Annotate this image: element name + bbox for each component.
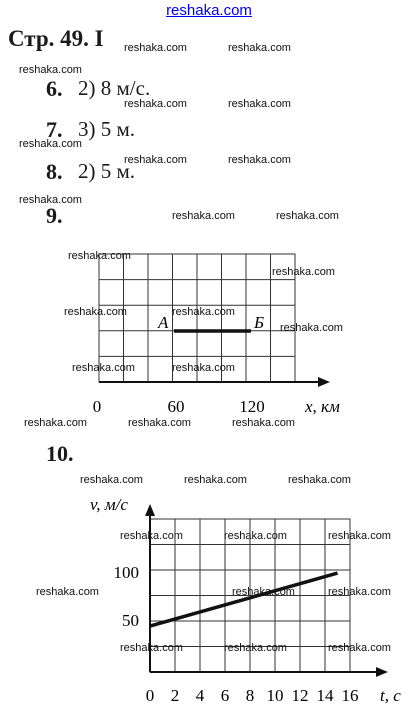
watermark-text: reshaka.com	[328, 586, 391, 598]
task10-x-tick-label: 0	[145, 686, 155, 705]
page-title: Стр. 49. I	[8, 26, 104, 51]
task9-x-tick-label: 120	[239, 397, 265, 416]
watermark-text: reshaka.com	[68, 250, 131, 262]
task10-x-tick-labels	[146, 686, 359, 705]
watermark-text: reshaka.com	[184, 474, 247, 486]
task10-y-axis-label: v, м/с	[90, 495, 128, 514]
task10-series-line	[150, 573, 338, 626]
watermark-text: reshaka.com	[288, 474, 351, 486]
watermark-text: reshaka.com	[172, 362, 235, 374]
answer-6-number: 6.	[46, 76, 63, 101]
watermark-text: reshaka.com	[124, 42, 187, 54]
task10-x-tick-label: 4	[195, 686, 205, 705]
watermark-text: reshaka.com	[228, 154, 291, 166]
task10-x-tick-label: 12	[291, 686, 309, 705]
task10-x-tick-label: 2	[170, 686, 180, 705]
watermark-text: reshaka.com	[328, 642, 391, 654]
watermark-text: reshaka.com	[228, 42, 291, 54]
task10-number: 10.	[46, 441, 74, 466]
task9-chart	[0, 240, 418, 416]
watermark-text: reshaka.com	[124, 98, 187, 110]
task9-point-a-label: А	[158, 313, 169, 332]
task9-x-arrow-icon	[318, 377, 330, 387]
watermark-text: reshaka.com	[224, 530, 287, 542]
task9-x-tick-label: 60	[167, 397, 185, 416]
watermark-text: reshaka.com	[80, 474, 143, 486]
task10-x-tick-label: 16	[341, 686, 359, 705]
task10-y-tick-label: 100	[113, 563, 139, 582]
watermark-text: reshaka.com	[280, 322, 343, 334]
task9-point-b-label: Б	[254, 313, 265, 332]
task10-x-tick-label: 14	[316, 686, 334, 705]
watermark-text: reshaka.com	[328, 530, 391, 542]
task10-x-axis-label: t, с	[380, 686, 401, 705]
watermark-text: reshaka.com	[24, 417, 87, 429]
task10-y-arrow-icon	[145, 504, 155, 516]
answer-7-text: 3) 5 м.	[78, 117, 136, 141]
task10-x-tick-label: 6	[220, 686, 230, 705]
task10-x-tick-label: 8	[245, 686, 255, 705]
watermark-text: reshaka.com	[232, 417, 295, 429]
task9-number: 9.	[46, 203, 63, 228]
watermark-text: reshaka.com	[276, 210, 339, 222]
watermark-text: reshaka.com	[120, 642, 183, 654]
site-link[interactable]: reshaka.com	[166, 2, 252, 19]
answer-6-text: 2) 8 м/с.	[78, 76, 151, 100]
watermark-text: reshaka.com	[19, 138, 82, 150]
watermark-text: reshaka.com	[172, 210, 235, 222]
watermark-text: reshaka.com	[172, 306, 235, 318]
task10-x-arrow-icon	[376, 667, 388, 677]
task10-x-tick-label: 10	[266, 686, 284, 705]
watermark-text: reshaka.com	[64, 306, 127, 318]
watermark-text: reshaka.com	[128, 417, 191, 429]
task10-chart	[0, 488, 418, 716]
watermark-text: reshaka.com	[120, 530, 183, 542]
watermark-text: reshaka.com	[272, 266, 335, 278]
watermark-text: reshaka.com	[228, 98, 291, 110]
watermark-text: reshaka.com	[124, 154, 187, 166]
watermark-text: reshaka.com	[224, 642, 287, 654]
task10-y-tick-label: 50	[122, 611, 139, 630]
watermark-text: reshaka.com	[36, 586, 99, 598]
answer-7-number: 7.	[46, 117, 63, 142]
watermark-text: reshaka.com	[72, 362, 135, 374]
answer-8-text: 2) 5 м.	[78, 159, 136, 183]
watermark-text: reshaka.com	[232, 586, 295, 598]
watermark-text: reshaka.com	[19, 64, 82, 76]
task9-x-tick-label: 0	[92, 397, 102, 416]
answer-8-number: 8.	[46, 159, 63, 184]
task9-x-axis-label: x, км	[305, 397, 340, 416]
watermark-text: reshaka.com	[19, 194, 82, 206]
